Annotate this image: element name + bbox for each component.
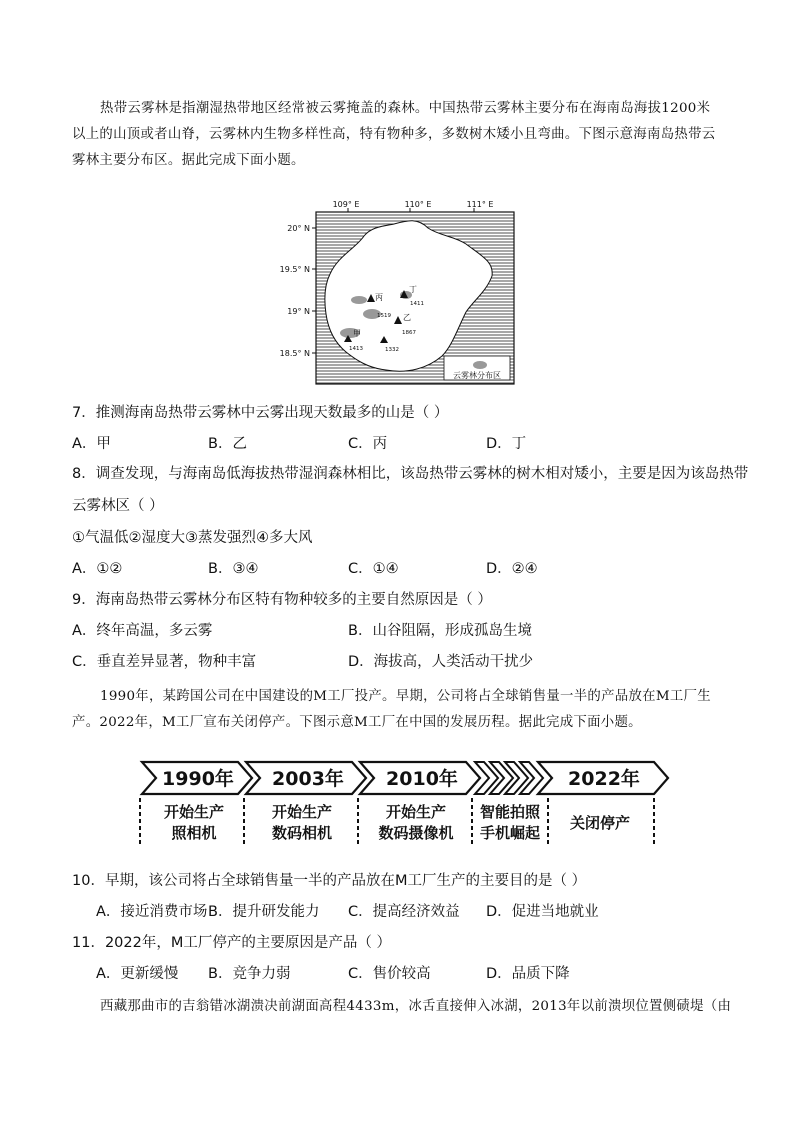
q9-option-b[interactable]: B．山谷阻隔，形成孤岛生境 (348, 623, 532, 639)
q8-option-a[interactable]: A．①② (72, 561, 123, 577)
q10-option-b[interactable]: B．提升研发能力 (208, 904, 320, 920)
peak-bing-elev: 1519 (377, 313, 391, 319)
timeline-year-1990: 1990年 (162, 768, 234, 790)
intro-paragraph-2: 1990年，某跨国公司在中国建设的M工厂投产。早期，公司将占全球销售量一半的产品放在M工厂生产。2022年，M工厂宣布关闭停产。下图示意M工厂在中国的发展历程。据此完成下面小题。 (72, 689, 711, 730)
event-1990-line1: 开始生产 (163, 803, 225, 821)
q8-option-b[interactable]: B．③④ (208, 561, 259, 577)
q11-option-c[interactable]: C．售价较高 (348, 966, 431, 982)
peak-ding-name: 丁 (409, 285, 417, 294)
q11-option-a[interactable]: A．更新缓慢 (96, 966, 179, 982)
peak-ding-elev: 1411 (410, 301, 424, 307)
peak-yi-name: 乙 (403, 313, 411, 322)
q8-stem-line1: 8．调查发现，与海南岛低海拔热带湿润森林相比，该岛热带云雾林的树木相对矮小，主要是因为该岛热带 (72, 466, 749, 482)
intro-paragraph-3: 西藏那曲市的吉翁错冰湖溃决前湖面高程4433m，冰舌直接伸入冰湖，2013年以前溃坝位置侧碛堤（由 (100, 999, 732, 1014)
timeline-year-2003: 2003年 (272, 768, 344, 790)
event-1990-line2: 照相机 (171, 824, 217, 842)
intro-paragraph-1: 热带云雾林是指潮湿热带地区经常被云雾掩盖的森林。中国热带云雾林主要分布在海南岛海拔1200米以上的山顶或者山脊，云雾林内生物多样性高，特有物种多，多数树木矮小且弯曲。下图示意海南岛热带云雾林主要分布区。据此完成下面小题。 (72, 101, 716, 168)
event-2003-line2: 数码相机 (271, 824, 333, 842)
q9-option-a[interactable]: A．终年高温，多云雾 (72, 623, 213, 639)
q7-option-b[interactable]: B．乙 (208, 436, 247, 452)
q9-stem: 9．海南岛热带云雾林分布区特有物种较多的主要自然原因是（ ） (72, 592, 492, 608)
peak-yi-elev: 1867 (402, 330, 416, 336)
q11-option-b[interactable]: B．竞争力弱 (208, 966, 291, 982)
q9-option-d[interactable]: D．海拔高，人类活动干扰少 (348, 654, 534, 670)
q7-stem: 7．推测海南岛热带云雾林中云雾出现天数最多的山是（ ） (72, 405, 449, 421)
event-phones-line2: 手机崛起 (479, 824, 541, 842)
q11-stem: 11．2022年，M工厂停产的主要原因是产品（ ） (72, 935, 391, 951)
q7-option-c[interactable]: C．丙 (348, 436, 388, 452)
q7-option-d[interactable]: D．丁 (486, 436, 527, 452)
event-2022-line1: 关闭停产 (569, 814, 631, 832)
q10-option-c[interactable]: C．提高经济效益 (348, 904, 460, 920)
q10-option-d[interactable]: D．促进当地就业 (486, 904, 599, 920)
q10-stem: 10．早期，该公司将占全球销售量一半的产品放在M工厂生产的主要目的是（ ） (72, 873, 587, 889)
lat-label-19-5: 19.5° N (279, 265, 310, 274)
q10-option-a[interactable]: A．接近消费市场 (96, 904, 208, 920)
q8-stem-line2: 云雾林区（ ） (72, 498, 164, 514)
timeline-year-2010: 2010年 (386, 768, 458, 790)
event-phones-line1: 智能拍照 (479, 803, 541, 821)
lon-label-109: 109° E (332, 200, 360, 209)
q7-option-a[interactable]: A．甲 (72, 436, 111, 452)
q9-option-c[interactable]: C．垂直差异显著，物种丰富 (72, 654, 257, 670)
m-factory-timeline (138, 758, 672, 848)
legend-label: 云雾林分布区 (453, 371, 501, 380)
lat-label-18-5: 18.5° N (279, 349, 310, 358)
q8-option-d[interactable]: D．②④ (486, 561, 538, 577)
hainan-cloud-forest-map (268, 196, 524, 390)
lon-label-110: 110° E (404, 200, 432, 209)
peak-bing-name: 丙 (375, 293, 383, 302)
q8-option-c[interactable]: C．①④ (348, 561, 399, 577)
lat-label-19: 19° N (287, 307, 310, 316)
lon-label-111: 111° E (466, 200, 494, 209)
lat-label-20: 20° N (287, 224, 310, 233)
peak-1332-elev: 1332 (385, 347, 399, 353)
peak-jia-elev: 1413 (349, 346, 363, 352)
q8-items: ①气温低②湿度大③蒸发强烈④多大风 (72, 530, 313, 546)
peak-jia-name: 甲 (353, 329, 361, 338)
q11-option-d[interactable]: D．品质下降 (486, 966, 570, 982)
event-2003-line1: 开始生产 (271, 803, 333, 821)
event-2010-line2: 数码摄像机 (378, 824, 454, 842)
event-2010-line1: 开始生产 (385, 803, 447, 821)
timeline-year-2022: 2022年 (568, 768, 640, 790)
